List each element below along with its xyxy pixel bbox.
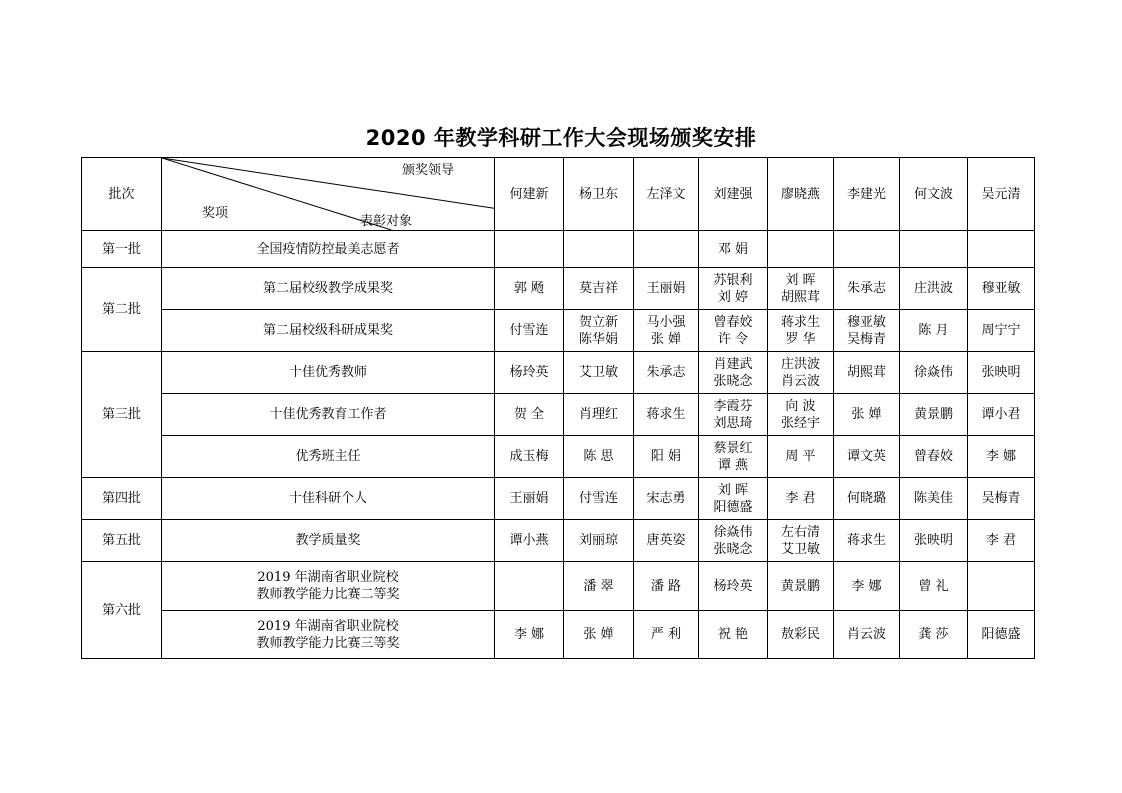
name-line: 左右清 <box>780 524 820 540</box>
name-line: 吴梅青 <box>846 331 886 347</box>
table-row <box>82 352 1035 394</box>
honoree-cell: 李 娜 <box>834 562 900 611</box>
award-cell: 十佳优秀教师 <box>162 352 495 394</box>
name-pair <box>646 314 685 348</box>
page-title: 2020 年教学科研工作大会现场颁奖安排 <box>365 126 757 150</box>
name-pair <box>256 569 399 603</box>
name-line: 苏银利 <box>713 272 753 288</box>
leader-header: 廖晓燕 <box>768 158 834 231</box>
honoree-cell: 胡熙茸 <box>834 352 900 394</box>
table-row <box>82 520 1035 562</box>
honoree-cell: 张映明 <box>900 520 968 562</box>
honoree-cell: 李 君 <box>968 520 1035 562</box>
honoree-cell <box>768 394 834 436</box>
batch-header: 批次 <box>82 158 162 231</box>
award-table-body <box>82 158 1035 659</box>
honoree-cell <box>834 310 900 352</box>
name-line: 张经宇 <box>780 415 820 431</box>
honoree-cell: 张 婵 <box>564 611 634 659</box>
name-line: 马小强 <box>646 314 686 330</box>
honoree-cell: 唐英姿 <box>634 520 699 562</box>
honoree-cell <box>699 436 768 478</box>
honoree-cell <box>495 562 564 611</box>
honoree-cell <box>495 231 564 268</box>
name-pair <box>713 314 752 348</box>
honoree-cell: 蒋求生 <box>834 520 900 562</box>
award-table <box>81 157 1035 659</box>
honoree-cell: 周宁宁 <box>968 310 1035 352</box>
award-cell: 全国疫情防控最美志愿者 <box>162 231 495 268</box>
table-row <box>82 231 1035 268</box>
honoree-cell: 张映明 <box>968 352 1035 394</box>
batch-cell: 第一批 <box>82 231 162 268</box>
name-line: 徐焱伟 <box>713 524 753 540</box>
name-line: 许 令 <box>717 331 749 347</box>
name-line: 肖建武 <box>713 356 753 372</box>
honoree-cell: 谭小君 <box>968 394 1035 436</box>
name-line: 刘 晖 <box>785 272 816 288</box>
honoree-cell <box>968 231 1035 268</box>
batch-cell: 第三批 <box>82 352 162 478</box>
leader-header: 杨卫东 <box>564 158 634 231</box>
honoree-cell: 李 君 <box>768 478 834 520</box>
leader-header: 刘建强 <box>699 158 768 231</box>
honoree-cell: 宋志勇 <box>634 478 699 520</box>
award-cell: 第二届校级科研成果奖 <box>162 310 495 352</box>
honoree-cell <box>634 231 699 268</box>
honoree-cell: 朱承志 <box>834 268 900 310</box>
name-line: 胡熙茸 <box>780 289 820 305</box>
name-line: 张 婵 <box>650 331 682 347</box>
award-cell: 十佳科研个人 <box>162 478 495 520</box>
name-line: 谭 燕 <box>717 457 749 473</box>
name-pair <box>713 356 752 390</box>
name-line: 张晓念 <box>713 541 753 557</box>
honoree-cell: 周 平 <box>768 436 834 478</box>
name-line: 刘 晖 <box>717 482 749 498</box>
name-line: 阳德盛 <box>713 499 753 515</box>
batch-cell: 第五批 <box>82 520 162 562</box>
batch-cell: 第六批 <box>82 562 162 659</box>
honoree-cell <box>699 268 768 310</box>
table-row <box>82 310 1035 352</box>
honoree-cell: 谭文英 <box>834 436 900 478</box>
leader-header: 何文波 <box>900 158 968 231</box>
honoree-cell: 王丽娟 <box>634 268 699 310</box>
honoree-cell: 艾卫敏 <box>564 352 634 394</box>
honoree-cell: 敖彩民 <box>768 611 834 659</box>
diag-label-award: 奖项 <box>202 206 229 221</box>
table-row <box>82 394 1035 436</box>
name-line: 肖云波 <box>780 373 820 389</box>
honoree-cell: 曾春姣 <box>900 436 968 478</box>
honoree-cell: 肖理红 <box>564 394 634 436</box>
name-pair <box>781 398 820 432</box>
honoree-cell: 邓 娟 <box>699 231 768 268</box>
honoree-cell: 成玉梅 <box>495 436 564 478</box>
table-row <box>82 436 1035 478</box>
award-cell: 第二届校级教学成果奖 <box>162 268 495 310</box>
honoree-cell: 何晓璐 <box>834 478 900 520</box>
honoree-cell <box>900 231 968 268</box>
name-pair <box>713 482 752 516</box>
award-cell <box>162 611 495 659</box>
honoree-cell: 祝 艳 <box>699 611 768 659</box>
honoree-cell <box>699 520 768 562</box>
diag-label-leader: 颁奖领导 <box>402 163 455 178</box>
honoree-cell: 付雪连 <box>495 310 564 352</box>
name-pair <box>781 314 820 348</box>
batch-cell: 第四批 <box>82 478 162 520</box>
name-line: 张晓念 <box>713 373 753 389</box>
name-pair <box>781 356 820 390</box>
name-line: 贺立新 <box>578 314 618 330</box>
table-row <box>82 478 1035 520</box>
name-line: 罗 华 <box>785 331 816 347</box>
name-pair <box>713 524 752 558</box>
award-cell: 优秀班主任 <box>162 436 495 478</box>
diagonal-header <box>162 158 495 231</box>
name-pair <box>781 272 820 306</box>
leader-header: 左泽文 <box>634 158 699 231</box>
honoree-cell: 黄景鹏 <box>768 562 834 611</box>
honoree-cell <box>768 231 834 268</box>
table-row <box>82 611 1035 659</box>
honoree-cell: 吴梅青 <box>968 478 1035 520</box>
honoree-cell: 严 利 <box>634 611 699 659</box>
honoree-cell <box>634 310 699 352</box>
honoree-cell <box>768 520 834 562</box>
award-cell <box>162 562 495 611</box>
name-line: 穆亚敏 <box>846 314 886 330</box>
honoree-cell <box>699 394 768 436</box>
honoree-cell: 肖云波 <box>834 611 900 659</box>
honoree-cell: 穆亚敏 <box>968 268 1035 310</box>
name-line: 陈华娟 <box>578 331 618 347</box>
name-line: 2019 年湖南省职业院校 <box>257 618 399 634</box>
honoree-cell: 杨玲英 <box>495 352 564 394</box>
honoree-cell <box>564 231 634 268</box>
honoree-cell: 贺 全 <box>495 394 564 436</box>
honoree-cell: 蒋求生 <box>634 394 699 436</box>
honoree-cell <box>768 268 834 310</box>
name-line: 刘 婷 <box>717 289 749 305</box>
honoree-cell: 郭 飏 <box>495 268 564 310</box>
honoree-cell: 王丽娟 <box>495 478 564 520</box>
honoree-cell: 陈美佳 <box>900 478 968 520</box>
name-line: 李霞芬 <box>713 398 753 414</box>
honoree-cell <box>699 478 768 520</box>
honoree-cell: 朱承志 <box>634 352 699 394</box>
honoree-cell <box>699 352 768 394</box>
honoree-cell <box>768 310 834 352</box>
honoree-cell: 莫吉祥 <box>564 268 634 310</box>
name-pair <box>579 314 618 348</box>
honoree-cell <box>564 310 634 352</box>
honoree-cell: 潘 路 <box>634 562 699 611</box>
batch-cell: 第二批 <box>82 268 162 352</box>
name-pair <box>781 524 820 558</box>
honoree-cell: 曾 礼 <box>900 562 968 611</box>
honoree-cell <box>834 231 900 268</box>
honoree-cell: 李 娜 <box>495 611 564 659</box>
honoree-cell <box>768 352 834 394</box>
honoree-cell: 黄景鹏 <box>900 394 968 436</box>
name-line: 蔡景红 <box>713 440 753 456</box>
name-pair <box>847 314 886 348</box>
honoree-cell: 付雪连 <box>564 478 634 520</box>
honoree-cell: 阳 娟 <box>634 436 699 478</box>
name-pair <box>713 398 752 432</box>
name-line: 蒋求生 <box>780 314 820 330</box>
honoree-cell: 张 婵 <box>834 394 900 436</box>
award-cell: 教学质量奖 <box>162 520 495 562</box>
honoree-cell: 庄洪波 <box>900 268 968 310</box>
honoree-cell <box>699 310 768 352</box>
name-line: 2019 年湖南省职业院校 <box>257 570 399 585</box>
name-line: 教师教学能力比赛二等奖 <box>256 587 400 602</box>
name-line: 曾春姣 <box>713 314 753 330</box>
honoree-cell: 刘丽琼 <box>564 520 634 562</box>
honoree-cell: 徐焱伟 <box>900 352 968 394</box>
leader-header: 何建新 <box>495 158 564 231</box>
honoree-cell: 阳德盛 <box>968 611 1035 659</box>
leader-header: 吴元清 <box>968 158 1035 231</box>
honoree-cell: 潘 翠 <box>564 562 634 611</box>
honoree-cell: 谭小燕 <box>495 520 564 562</box>
leader-header: 李建光 <box>834 158 900 231</box>
name-line: 教师教学能力比赛三等奖 <box>256 635 400 651</box>
honoree-cell: 陈 月 <box>900 310 968 352</box>
name-line: 庄洪波 <box>780 356 820 372</box>
name-pair <box>713 440 752 474</box>
name-pair <box>256 618 399 652</box>
honoree-cell: 龚 莎 <box>900 611 968 659</box>
name-pair <box>713 272 752 306</box>
name-line: 刘思琦 <box>713 415 753 431</box>
table-row <box>82 562 1035 611</box>
header-row <box>82 158 1035 231</box>
honoree-cell <box>968 562 1035 611</box>
name-line: 艾卫敏 <box>780 541 820 557</box>
honoree-cell: 杨玲英 <box>699 562 768 611</box>
name-line: 向 波 <box>785 398 816 414</box>
honoree-cell: 李 娜 <box>968 436 1035 478</box>
table-row <box>82 268 1035 310</box>
honoree-cell: 陈 思 <box>564 436 634 478</box>
award-cell: 十佳优秀教育工作者 <box>162 394 495 436</box>
diag-label-honoree: 表彰对象 <box>360 214 413 229</box>
